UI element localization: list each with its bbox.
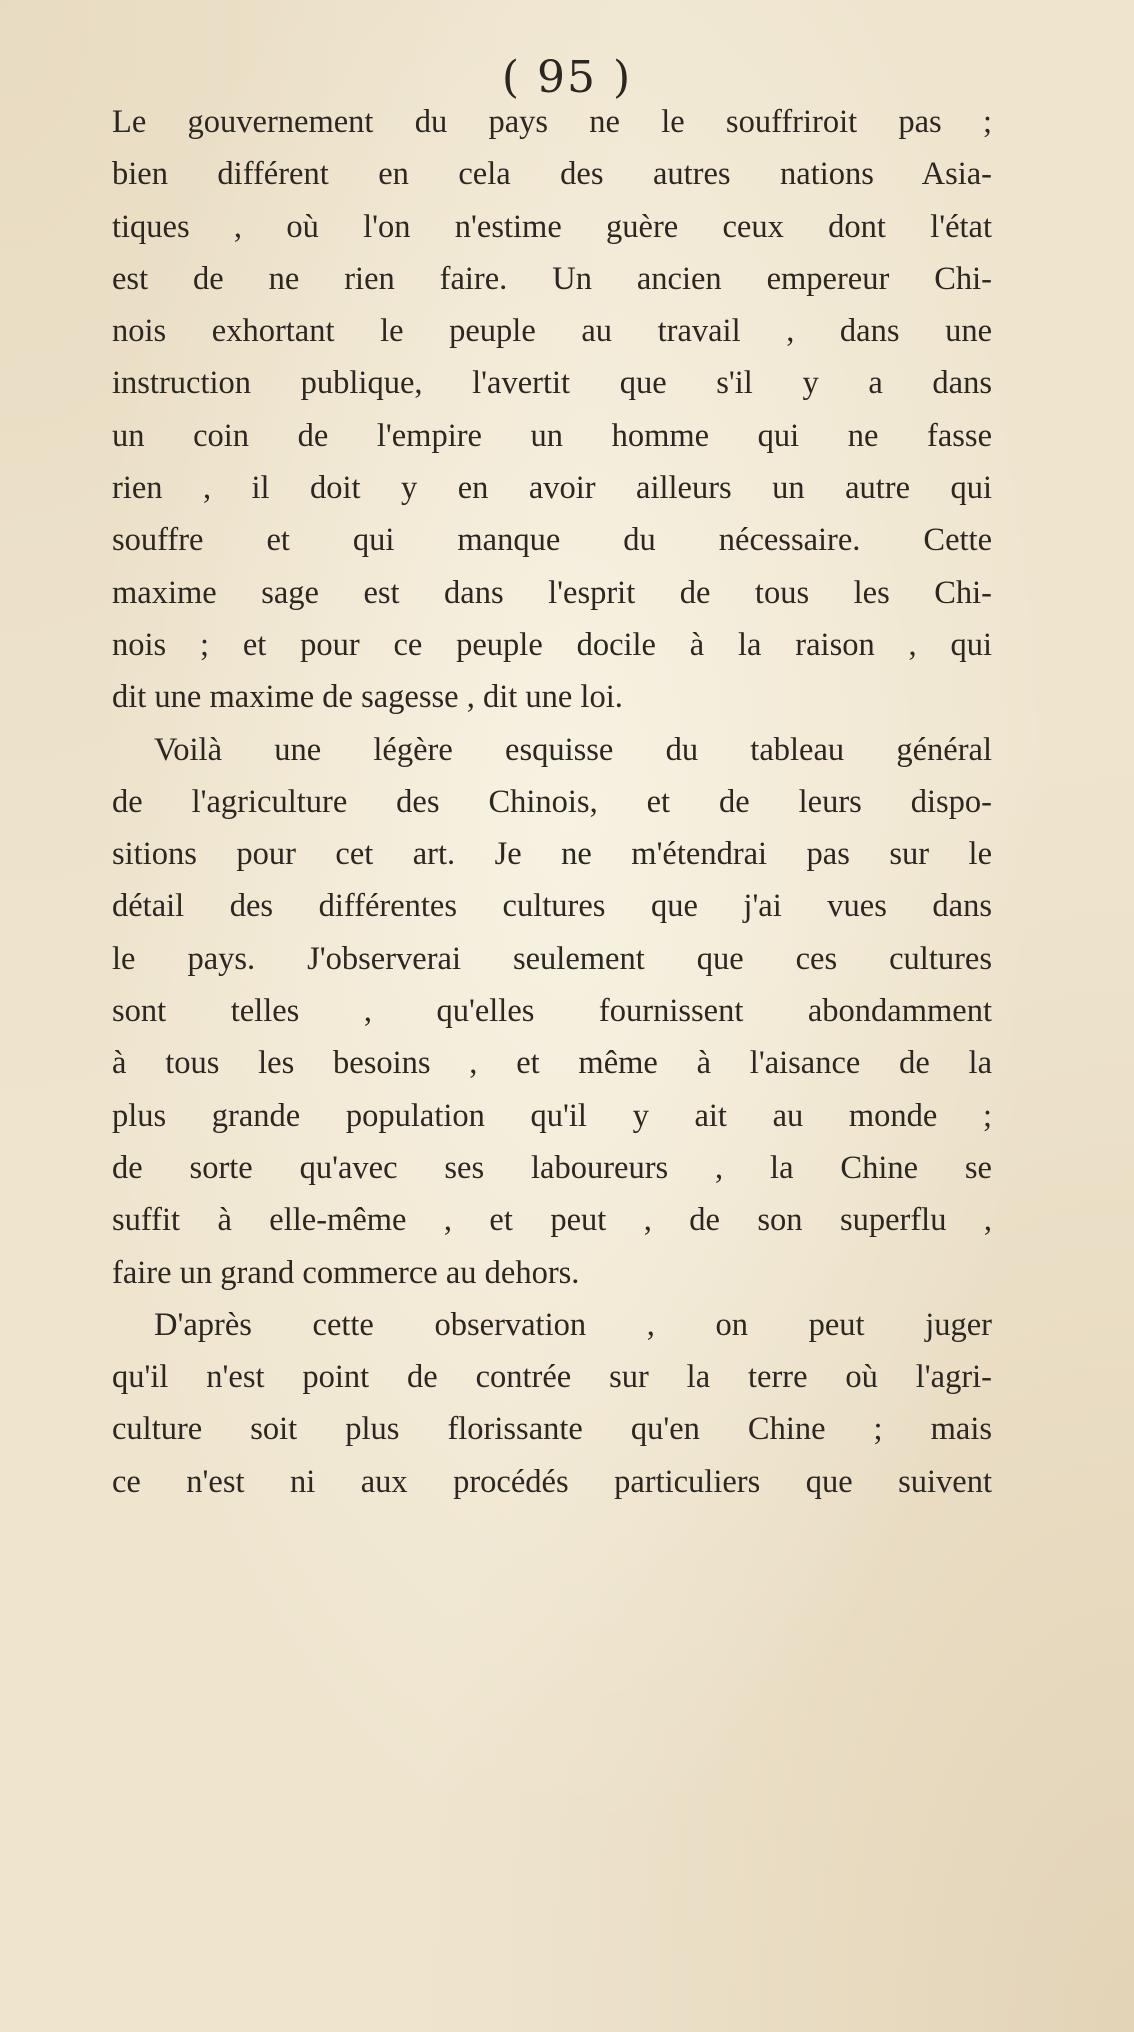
text-line: ce n'est ni aux procédés particuliers que suivent — [112, 1463, 992, 1500]
text-line: est de ne rien faire. Un ancien empereur Chi- — [112, 260, 992, 297]
text-line: bien différent en cela des autres nations Asia- — [112, 156, 992, 193]
text-line: sont telles , qu'elles fournissent abondamment — [112, 993, 992, 1030]
paragraph-start-line: Voilà une légère esquisse du tableau général — [154, 731, 992, 768]
text-line: sitions pour cet art. Je ne m'étendrai pas sur le — [112, 836, 992, 873]
paragraph-start-line: D'après cette observation , on peut juger — [154, 1306, 992, 1343]
text-line: maxime sage est dans l'esprit de tous les Chi- — [112, 574, 992, 611]
paragraph-end-line: faire un grand commerce au dehors. — [112, 1254, 580, 1291]
paragraph-end-line: dit une maxime de sagesse , dit une loi. — [112, 679, 623, 716]
text-line: le pays. J'observerai seulement que ces cultures — [112, 940, 992, 977]
body-text — [112, 96, 992, 1508]
text-line: à tous les besoins , et même à l'aisance de la — [112, 1045, 992, 1082]
text-line: de sorte qu'avec ses laboureurs , la Chine se — [112, 1149, 992, 1186]
text-line: détail des différentes cultures que j'ai vues dans — [112, 888, 992, 925]
text-line: un coin de l'empire un homme qui ne fasse — [112, 417, 992, 454]
text-line: nois ; et pour ce peuple docile à la raison , qui — [112, 626, 992, 663]
text-line: qu'il n'est point de contrée sur la terre où l'agri- — [112, 1359, 992, 1396]
text-line: rien , il doit y en avoir ailleurs un autre qui — [112, 470, 992, 507]
page-number: ( 95 ) — [501, 52, 633, 103]
text-line: tiques , où l'on n'estime guère ceux dont l'état — [112, 208, 992, 245]
text-line: de l'agriculture des Chinois, et de leurs dispo- — [112, 783, 992, 820]
text-line: Le gouvernement du pays ne le souffriroit pas ; — [112, 104, 992, 140]
text-line: suffit à elle-même , et peut , de son superflu , — [112, 1202, 992, 1239]
text-line: souffre et qui manque du nécessaire. Cette — [112, 522, 992, 559]
text-line: nois exhortant le peuple au travail , dans une — [112, 313, 992, 350]
text-line: plus grande population qu'il y ait au monde ; — [112, 1097, 992, 1134]
text-line: culture soit plus florissante qu'en Chine ; mais — [112, 1411, 992, 1448]
text-line: instruction publique, l'avertit que s'il y a dans — [112, 365, 992, 402]
